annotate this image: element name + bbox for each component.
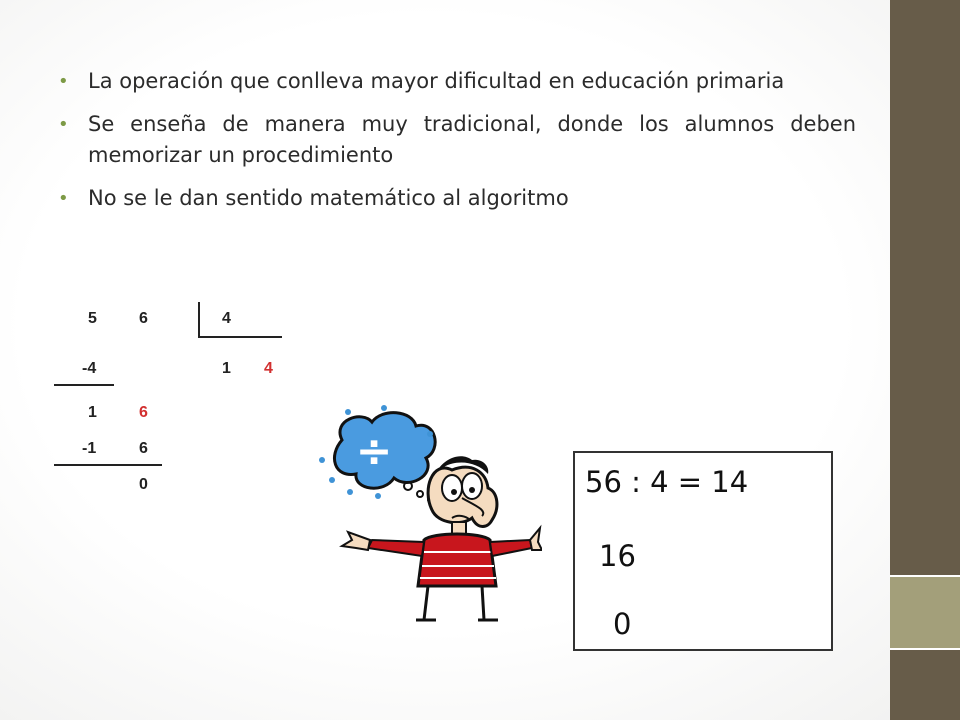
quotient-digit-red: 4 <box>264 360 273 377</box>
bullet-text: Se enseña de manera muy tradicional, donde los alumnos deben memorizar un procedimiento <box>88 112 856 167</box>
box-remainder: 0 <box>613 607 632 641</box>
compact-division-box <box>573 451 833 651</box>
subtract-digit: 6 <box>139 440 148 457</box>
bullet-item <box>58 66 856 97</box>
bullet-list <box>58 66 856 226</box>
bullet-text: La operación que conlleva mayor dificultad en educación primaria <box>88 69 785 93</box>
bullet-dot-icon: • <box>58 188 69 209</box>
box-partial: 16 <box>599 539 636 573</box>
bullet-dot-icon: • <box>58 71 69 92</box>
confused-student-illustration <box>312 400 542 630</box>
thought-cloud-icon <box>319 405 435 502</box>
bullet-text: No se le dan sentido matemático al algoritmo <box>88 186 569 210</box>
division-bracket-vertical <box>198 302 200 338</box>
subtract-line-2: -1 <box>82 440 97 457</box>
bullet-item <box>58 109 856 171</box>
side-bar-separator <box>890 648 960 650</box>
box-equation: 56 : 4 = 14 <box>585 465 749 499</box>
long-division <box>48 300 288 500</box>
quotient-digit: 1 <box>222 360 231 377</box>
bullet-item <box>58 183 856 214</box>
side-bar-light <box>890 577 960 648</box>
remainder-digit: 1 <box>88 404 97 421</box>
divider-line <box>54 384 114 386</box>
division-symbol: ÷ <box>355 426 393 477</box>
dividend-digit: 6 <box>139 310 148 327</box>
bullet-dot-icon: • <box>58 114 69 135</box>
remainder-digit-red: 6 <box>139 404 148 421</box>
divider-line <box>54 464 162 466</box>
dividend-digit: 5 <box>88 310 97 327</box>
final-remainder: 0 <box>139 476 148 493</box>
division-bracket-horizontal <box>198 336 282 338</box>
subtract-line-1: -4 <box>82 360 97 377</box>
divisor: 4 <box>222 310 231 327</box>
